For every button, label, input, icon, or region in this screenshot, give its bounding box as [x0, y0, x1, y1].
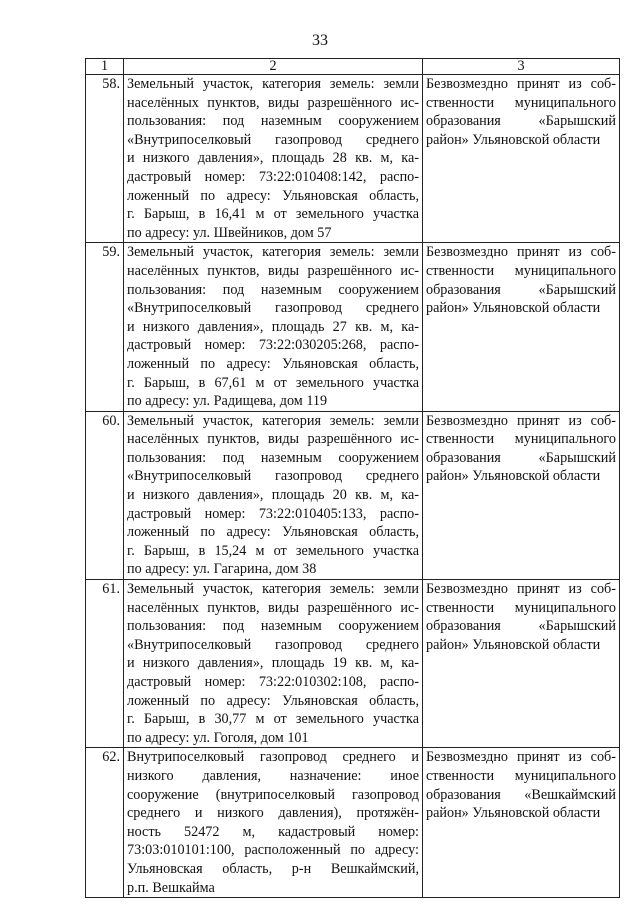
status-line: район» Ульяновской области	[426, 636, 601, 653]
status-line: ственности муниципального	[426, 262, 616, 279]
status-line: образования «Барышский	[426, 618, 616, 635]
description-line: среднего и низкого давления), протяжён-	[127, 805, 419, 822]
description-line: низкого давления, назначение: иное	[127, 767, 419, 784]
page-number: 33	[312, 32, 328, 49]
property-table	[85, 58, 620, 898]
description-line: пользования: под наземным сооружением	[127, 449, 419, 466]
description-line: дастровый номер: 73:22:010405:133, распо-	[127, 505, 419, 522]
description-line: по адресу: ул. Гоголя, дом 101	[127, 729, 309, 746]
status-line: Безвозмездно принят из соб-	[426, 76, 616, 92]
description-line: ложенный по адресу: Ульяновская область,	[127, 187, 419, 204]
description-line: населённых пунктов, виды разрешённого ис-	[127, 262, 419, 279]
column-header-number: 1	[86, 59, 124, 75]
status-line: Безвозмездно принят из соб-	[426, 581, 616, 598]
description-line: по адресу: ул. Радищева, дом 119	[127, 393, 328, 410]
description-line: Внутрипоселковый газопровод среднего и	[127, 749, 419, 766]
description-line: пользования: под наземным сооружением	[127, 113, 419, 130]
description-line: 73:03:010101:100, расположенный по адресу:	[127, 842, 419, 859]
status-line: ственности муниципального	[426, 767, 616, 784]
acquisition-status	[423, 580, 620, 748]
description-line: населённых пунктов, виды разрешённого ис-	[127, 94, 419, 111]
property-description	[124, 748, 423, 898]
status-line: Безвозмездно принят из соб-	[426, 749, 616, 766]
description-line: Земельный участок, категория земель: земли	[127, 76, 419, 92]
description-line: пользования: под наземным сооружением	[127, 281, 419, 298]
description-line: дастровый номер: 73:22:010302:108, распо-	[127, 674, 419, 690]
description-line: сооружение (внутрипоселковый газопровод	[127, 786, 419, 803]
status-line: район» Ульяновской области	[426, 468, 601, 485]
status-line: образования «Вешкаймский	[426, 786, 616, 803]
status-line: ственности муниципального	[426, 94, 616, 111]
description-line: г. Барыш, в 16,41 м от земельного участка	[127, 206, 419, 223]
status-line: образования «Барышский	[426, 113, 616, 130]
status-line: Безвозмездно принят из соб-	[426, 412, 616, 429]
acquisition-status	[423, 243, 620, 411]
row-number: 61.	[86, 580, 124, 748]
status-line: ственности муниципального	[426, 599, 616, 616]
description-line: г. Барыш, в 67,61 м от земельного участка	[127, 374, 419, 391]
table-header-row	[86, 59, 620, 75]
description-line: ложенный по адресу: Ульяновская область,	[127, 524, 419, 541]
status-line: образования «Барышский	[426, 449, 616, 466]
description-line: «Внутрипоселковый газопровод среднего	[127, 300, 419, 317]
description-line: Земельный участок, категория земель: земли	[127, 412, 419, 429]
description-line: и низкого давления», площадь 28 кв. м, ка-	[127, 150, 419, 167]
description-line: р.п. Вешкайма	[127, 879, 215, 896]
table-row	[86, 748, 620, 898]
status-line: район» Ульяновской области	[426, 805, 601, 822]
property-description	[124, 243, 423, 411]
description-line: ложенный по адресу: Ульяновская область,	[127, 355, 419, 372]
row-number: 62.	[86, 748, 124, 898]
row-number: 58.	[86, 75, 124, 243]
description-line: Земельный участок, категория земель: земли	[127, 581, 419, 598]
description-line: г. Барыш, в 30,77 м от земельного участка	[127, 711, 419, 728]
description-line: населённых пунктов, виды разрешённого ис-	[127, 599, 419, 616]
description-line: ность 52472 м, кадастровый номер:	[127, 823, 419, 840]
table-row	[86, 243, 620, 411]
description-line: дастровый номер: 73:22:010408:142, распо-	[127, 168, 419, 185]
description-line: и низкого давления», площадь 27 кв. м, ка-	[127, 318, 419, 335]
description-line: «Внутрипоселковый газопровод среднего	[127, 131, 419, 148]
table-row	[86, 75, 620, 243]
description-line: дастровый номер: 73:22:030205:268, распо-	[127, 337, 419, 354]
description-line: пользования: под наземным сооружением	[127, 618, 419, 635]
table-row	[86, 580, 620, 748]
column-header-description: 2	[124, 59, 423, 75]
property-description	[124, 75, 423, 243]
status-line: ственности муниципального	[426, 431, 616, 448]
description-line: и низкого давления», площадь 20 кв. м, ка-	[127, 487, 419, 504]
description-line: по адресу: ул. Швейников, дом 57	[127, 224, 332, 241]
column-header-status: 3	[423, 59, 620, 75]
description-line: г. Барыш, в 15,24 м от земельного участка	[127, 542, 419, 559]
description-line: Ульяновская область, р-н Вешкаймский,	[127, 860, 419, 877]
description-line: по адресу: ул. Гагарина, дом 38	[127, 561, 317, 578]
acquisition-status	[423, 748, 620, 898]
acquisition-status	[423, 75, 620, 243]
status-line: район» Ульяновской области	[426, 131, 601, 148]
property-description	[124, 580, 423, 748]
row-number: 60.	[86, 411, 124, 579]
description-line: населённых пунктов, виды разрешённого ис-	[127, 431, 419, 448]
description-line: Земельный участок, категория земель: земли	[127, 244, 419, 261]
description-line: ложенный по адресу: Ульяновская область,	[127, 692, 419, 709]
table-row	[86, 411, 620, 579]
row-number: 59.	[86, 243, 124, 411]
table-body	[86, 75, 620, 898]
property-description	[124, 411, 423, 579]
description-line: «Внутрипоселковый газопровод среднего	[127, 468, 419, 485]
status-line: район» Ульяновской области	[426, 300, 601, 317]
status-line: Безвозмездно принят из соб-	[426, 244, 616, 261]
status-line: образования «Барышский	[426, 281, 616, 298]
description-line: «Внутрипоселковый газопровод среднего	[127, 636, 419, 653]
description-line: и низкого давления», площадь 19 кв. м, ка-	[127, 655, 419, 672]
acquisition-status	[423, 411, 620, 579]
